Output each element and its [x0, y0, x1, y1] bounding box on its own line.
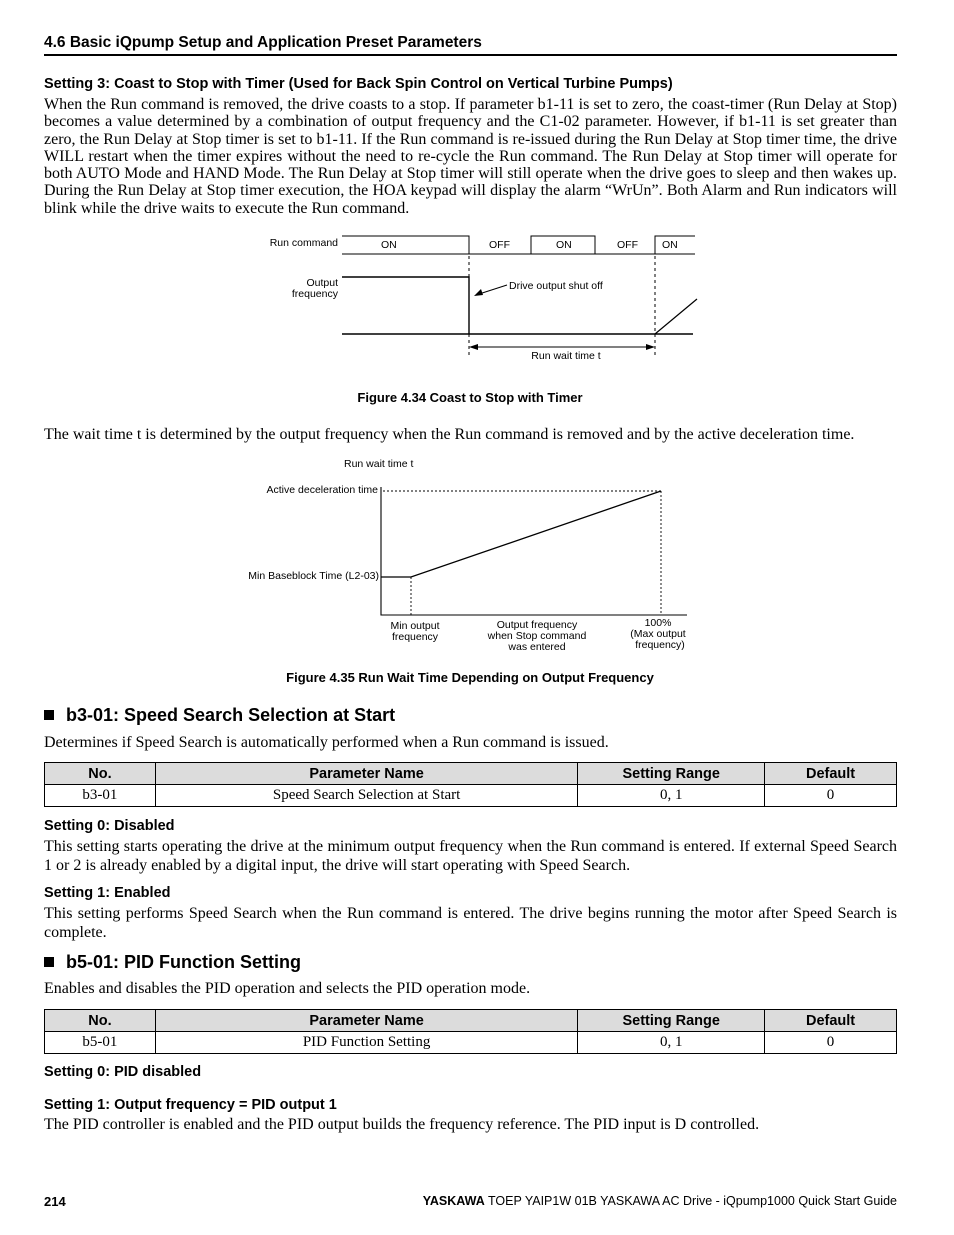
y-axis-title: Run wait time t [344, 458, 414, 470]
x-label-max-1: 100% [644, 617, 672, 629]
table-header-row [45, 1010, 897, 1032]
run-command-label: Run command [269, 237, 338, 249]
wait-arrow-left [469, 344, 478, 350]
output-label-line1: Output [306, 277, 338, 289]
header-setting-range: Setting Range [578, 1010, 765, 1032]
b3-01-heading-text: b3-01: Speed Search Selection at Start [66, 705, 396, 725]
figure-4-34-timing-diagram [0, 0, 954, 390]
figure-4-34-caption: Figure 4.34 Coast to Stop with Timer [357, 390, 583, 405]
footer-doc: TOEP YAIP1W 01B YASKAWA AC Drive - iQpump1000 Quick Start Guide [484, 1194, 897, 1208]
section-header: 4.6 Basic iQpump Setup and Application Preset Parameters [44, 34, 482, 51]
x-label-stop-freq-1: Output frequency [496, 619, 578, 631]
x-label-min-output-1: Min output [390, 620, 440, 632]
run-wait-curve [381, 491, 661, 577]
setting3-paragraph: When the Run command is removed, the drive coasts to a stop. If parameter b1-11 is set to zero, the coast-timer (Run Delay at Stop) becomes a value determined by a combination of output frequency and the C1-02 parameter. However, if b1-11 is set greater than zero, the Run Delay at Stop timer is set to b1-11. If the Run command is re-issued during the Run Delay at Stop timer time, the drive WILL restart when the timer expires without the need to re-cycle the Run command. The Run Delay at Stop timer will operate for both AUTO Mode and HAND Mode. The Run Delay at Stop timer will still operate when the drive goes to sleep and then wakes up. During the Run Delay at Stop timer execution, the HOA keypad will display the alarm “WrUn”. Both Alarm and Run indicators will blink while the drive waits to execute the Run command. [44, 96, 897, 217]
state-label-on-3: ON [662, 239, 678, 251]
section-square-icon [44, 957, 54, 967]
y-label-active-decel: Active deceleration time [266, 484, 378, 496]
cell-no: b3-01 [45, 785, 156, 807]
y-label-min-baseblock: Min Baseblock Time (L2-03) [248, 570, 379, 582]
b5-01-heading-text: b5-01: PID Function Setting [66, 952, 302, 972]
section-square-icon [44, 710, 54, 720]
state-label-on-1: ON [381, 239, 397, 251]
x-label-max-3: frequency) [635, 639, 685, 651]
output-ramp-line [655, 299, 697, 334]
header-default: Default [765, 763, 897, 785]
b3-01-setting1-heading: Setting 1: Enabled [44, 885, 171, 901]
cell-default: 0 [765, 1032, 897, 1054]
b3-01-setting1-text: This setting performs Speed Search when the Run command is entered. The drive begins running the motor after Speed Search is complete. [44, 905, 897, 941]
b3-01-setting0-text: This setting starts operating the drive at the minimum output frequency when the Run command is entered. If external Speed Search 1 or 2 is already enabled by a digital input, the drive will start operating with Speed Search. [44, 838, 897, 874]
cell-no: b5-01 [45, 1032, 156, 1054]
shut-off-arrow [474, 289, 483, 296]
footer-brand: YASKAWA [422, 1194, 485, 1208]
figure-4-35-caption: Figure 4.35 Run Wait Time Depending on Output Frequency [286, 670, 654, 685]
x-label-stop-freq-2: when Stop command [487, 630, 587, 642]
cell-setting-range: 0, 1 [578, 1032, 765, 1054]
wait-arrow-right [646, 344, 655, 350]
table-row [45, 1032, 897, 1054]
output-label-line2: frequency [291, 288, 338, 300]
table-row [45, 785, 897, 807]
x-label-min-output-2: frequency [391, 631, 439, 643]
chart-axes [381, 487, 687, 615]
header-setting-range: Setting Range [578, 763, 765, 785]
x-label-max-2: (Max output [630, 628, 686, 640]
wait-time-paragraph: The wait time t is determined by the output frequency when the Run command is removed and by the active deceleration time. [44, 426, 855, 443]
header-parameter-name: Parameter Name [155, 763, 577, 785]
cell-default: 0 [765, 785, 897, 807]
x-label-stop-freq-3: was entered [508, 641, 566, 653]
figure-4-35-run-wait-chart [0, 450, 954, 665]
cell-parameter-name: Speed Search Selection at Start [155, 785, 577, 807]
table-header-row [45, 763, 897, 785]
b3-01-parameter-table [44, 762, 897, 807]
state-label-off-2: OFF [617, 239, 638, 251]
b5-01-setting1-heading: Setting 1: Output frequency = PID output 1 [44, 1097, 337, 1113]
state-label-on-2: ON [556, 239, 572, 251]
header-parameter-name: Parameter Name [155, 1010, 577, 1032]
b3-01-heading [44, 705, 395, 726]
b5-01-heading [44, 952, 301, 973]
b5-01-parameter-table [44, 1009, 897, 1054]
b5-01-setting0-heading: Setting 0: PID disabled [44, 1064, 202, 1080]
setting3-heading: Setting 3: Coast to Stop with Timer (Used for Back Spin Control on Vertical Turbine Pumps) [44, 76, 673, 92]
b5-01-intro: Enables and disables the PID operation and selects the PID operation mode. [44, 980, 531, 997]
b3-01-setting0-heading: Setting 0: Disabled [44, 818, 175, 834]
header-default: Default [765, 1010, 897, 1032]
header-no: No. [45, 1010, 156, 1032]
header-no: No. [45, 763, 156, 785]
footer-text [423, 1194, 897, 1208]
b5-01-setting1-text: The PID controller is enabled and the PID output builds the frequency reference. The PID input is D controlled. [44, 1116, 760, 1133]
cell-setting-range: 0, 1 [578, 785, 765, 807]
shut-off-label: Drive output shut off [509, 280, 603, 292]
cell-parameter-name: PID Function Setting [155, 1032, 577, 1054]
state-label-off-1: OFF [489, 239, 510, 251]
b3-01-intro: Determines if Speed Search is automatically performed when a Run command is issued. [44, 734, 609, 751]
page-number: 214 [44, 1194, 66, 1209]
wait-time-label: Run wait time t [531, 350, 601, 362]
